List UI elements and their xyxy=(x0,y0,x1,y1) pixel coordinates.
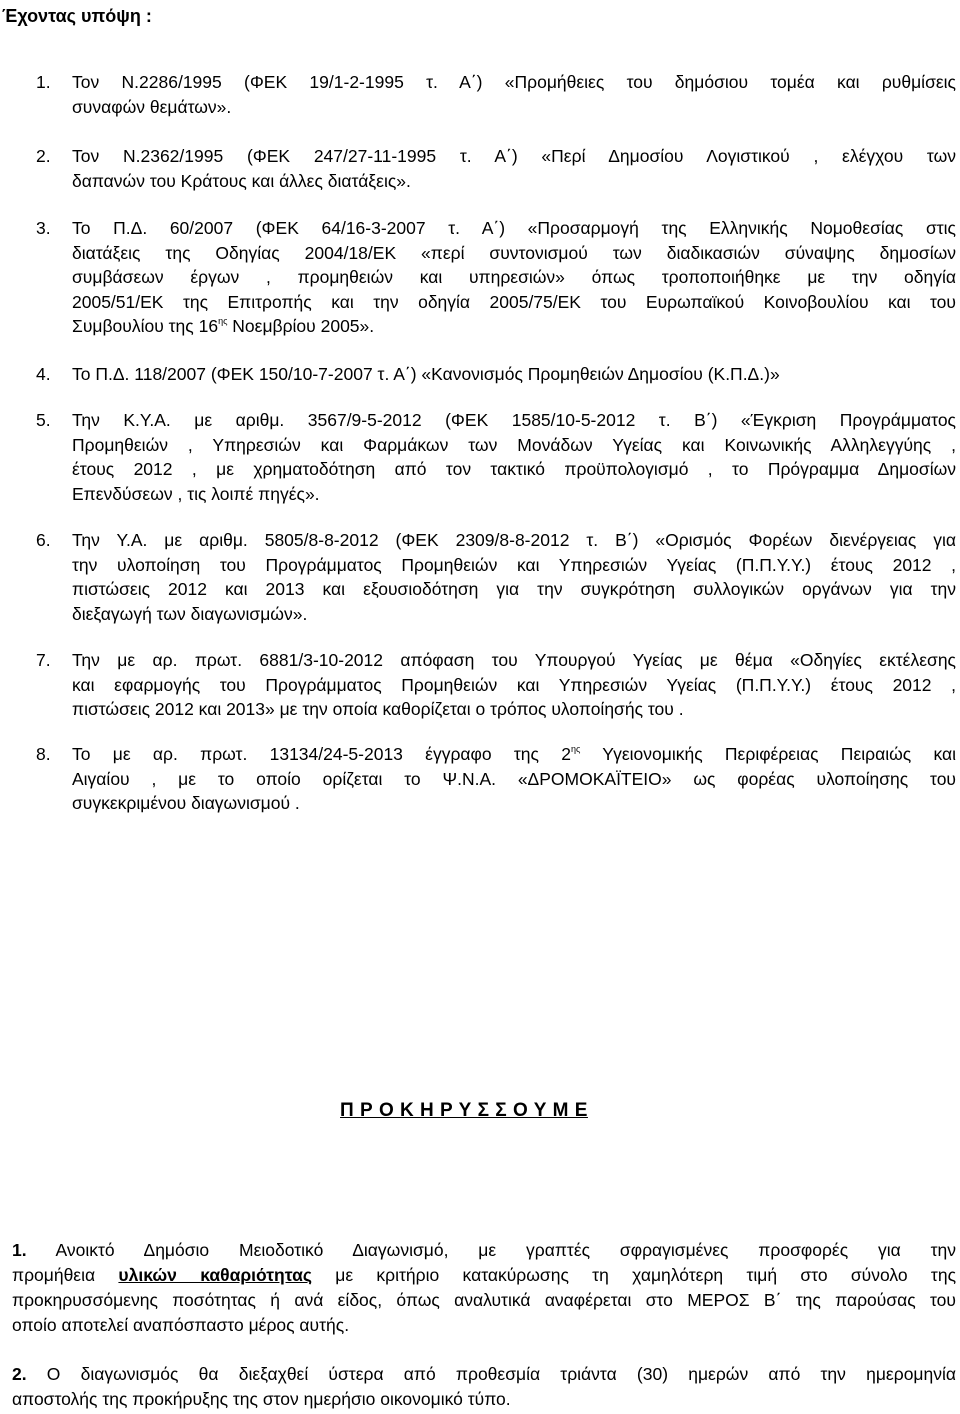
item-line: 2005/51/ΕΚ της Επιτροπής και την οδηγία 2005/75/ΕΚ του Ευρωπαϊκού Κοινοβουλίου και του xyxy=(72,291,956,312)
paragraph-line xyxy=(12,1238,956,1263)
item-text: Νοεμβρίου 2005». xyxy=(227,316,375,336)
ordinal-superscript: ης xyxy=(218,316,228,326)
list-item xyxy=(36,742,956,816)
item-line: διατάξεις της Οδηγίας 2004/18/ΕΚ «περί συντονισμού των διαδικασιών σύναψης δημοσίων xyxy=(72,242,956,263)
list-item xyxy=(36,144,956,193)
item-line: δαπανών του Κράτους και άλλες διατάξεις». xyxy=(72,170,411,191)
item-text: Συμβουλίου της 16 xyxy=(72,316,219,336)
paragraph-line xyxy=(12,1362,956,1387)
list-item xyxy=(36,216,956,339)
item-number: 4. xyxy=(36,364,51,384)
emphasized-text: υλικών καθαριότητας xyxy=(118,1265,312,1285)
item-number: 2. xyxy=(36,146,51,166)
item-number: 3. xyxy=(36,218,51,238)
item-line: Προμηθειών , Υπηρεσιών και Φαρμάκων των Μονάδων Υγείας και Κοινωνικής Αλληλεγγύης , xyxy=(72,434,956,455)
paragraph-line: προκηρυσσόμενης ποσότητας ή ανά είδος, όπως αναλυτικά αναφέρεται στο ΜΕΡΟΣ Β΄ της παρούσας του xyxy=(12,1290,956,1310)
item-line: πιστώσεις 2012 και 2013» με την οποία καθορίζεται ο τρόπος υλοποίησής του . xyxy=(72,699,684,719)
item-line: Τον Ν.2286/1995 (ΦΕΚ 19/1-2-1995 τ. Α΄) «Προμήθειες του δημόσιου τομέα και ρυθμίσεις xyxy=(72,72,956,92)
item-number: 5. xyxy=(36,410,51,430)
item-line: συναφών θεμάτων». xyxy=(72,96,232,117)
item-line: και εφαρμογής του Προγράμματος Προμηθειών και Υπηρεσιών Υγείας (Π.Π.Υ.Υ.) έτους 2012 , xyxy=(72,674,956,695)
paragraph-text: με κριτήριο κατακύρωσης τη χαμηλότερη τιμή στο σύνολο της xyxy=(311,1265,956,1285)
item-line: Το Π.Δ. 118/2007 (ΦΕΚ 150/10-7-2007 τ. Α΄) «Κανονισμός Προμηθειών Δημοσίου (Κ.Π.Δ.)» xyxy=(72,364,780,384)
list-item xyxy=(36,648,956,722)
ordinal-superscript: ης xyxy=(570,744,581,754)
item-line: Την Υ.Α. με αριθμ. 5805/8-8-2012 (ΦΕΚ 2309/8-8-2012 τ. Β΄) «Ορισμός Φορέων διενέργειας για xyxy=(72,530,956,550)
list-item xyxy=(36,528,956,626)
paragraph-number: 1. xyxy=(12,1240,27,1260)
item-line xyxy=(72,742,956,767)
section-title: Π Ρ Ο Κ Η Ρ Υ Σ Σ Ο Υ Μ Ε xyxy=(340,1100,588,1121)
item-number: 7. xyxy=(36,650,51,670)
list-item xyxy=(36,70,956,119)
item-line: συγκεκριμένου διαγωνισμού . xyxy=(72,793,300,813)
item-line: Αιγαίου , με το οποίο ορίζεται το Ψ.Ν.Α. «ΔΡΟΜΟΚΑΪΤΕΙΟ» ως φορέας υλοποίησης του xyxy=(72,768,956,789)
item-line: Τον Ν.2362/1995 (ΦΕΚ 247/27-11-1995 τ. Α΄) «Περί Δημοσίου Λογιστικού , ελέγχου των xyxy=(72,146,956,166)
item-line: πιστώσεις 2012 και 2013 και εξουσιοδότηση για την συγκρότηση συλλογικών οργάνων για την xyxy=(72,579,956,599)
paragraph-line xyxy=(12,1263,956,1288)
item-text: Υγειονομικής Περιφέρειας Πειραιώς και xyxy=(580,744,957,764)
item-line: Το Π.Δ. 60/2007 (ΦΕΚ 64/16-3-2007 τ. Α΄) «Προσαρμογή της Ελληνικής Νομοθεσίας στις xyxy=(72,218,956,238)
item-line: συμβάσεων έργων , προμηθειών και υπηρεσιών» όπως τροποποιήθηκε με την οδηγία xyxy=(72,267,956,287)
list-item xyxy=(36,408,956,506)
item-line xyxy=(72,314,956,339)
paragraph-line: οποίο αποτελεί αναπόσπαστο μέρος αυτής. xyxy=(12,1315,350,1335)
item-number: 8. xyxy=(36,744,51,764)
item-line: διεξαγωγή των διαγωνισμών». xyxy=(72,603,308,624)
paragraph-text: προμήθεια xyxy=(12,1265,119,1285)
proclamation-paragraph xyxy=(12,1238,956,1338)
item-number: 6. xyxy=(36,530,51,550)
paragraph-line: αποστολής της προκήρυξης της στον ημερήσιο οικονομικό τύπο. xyxy=(12,1389,511,1409)
item-line: την υλοποίηση του Προγράμματος Προμηθειών και Υπηρεσιών Υγείας (Π.Π.Υ.Υ.) έτους 2012 , xyxy=(72,554,956,575)
item-line: έτους 2012 , με χρηματοδότηση από τον τακτικό προϋπολογισμό , το Πρόγραμμα Δημοσίων xyxy=(72,459,956,479)
paragraph-text: Ανοικτό Δημόσιο Μειοδοτικό Διαγωνισμό, με γραπτές σφραγισμένες προσφορές για την xyxy=(26,1240,956,1260)
item-text: Το με αρ. πρωτ. 13134/24-5-2013 έγγραφο της 2 xyxy=(72,744,571,764)
list-item xyxy=(36,362,956,387)
item-line: Την με αρ. πρωτ. 6881/3-10-2012 απόφαση του Υπουργού Υγείας με θέμα «Οδηγίες εκτέλεσης xyxy=(72,650,956,670)
proclamation-paragraph xyxy=(12,1362,956,1412)
item-line: Επενδύσεων , τις λοιπέ πηγές». xyxy=(72,483,320,504)
paragraph-text: Ο διαγωνισμός θα διεξαχθεί ύστερα από προθεσμία τριάντα (30) ημερών από την ημερομηνία xyxy=(26,1364,956,1384)
paragraph-number: 2. xyxy=(12,1364,27,1384)
item-number: 1. xyxy=(36,72,51,92)
item-line: Την Κ.Υ.Α. με αριθμ. 3567/9-5-2012 (ΦΕΚ 1585/10-5-2012 τ. Β΄) «Έγκριση Προγράμματος xyxy=(72,410,956,430)
page-heading: Έχοντας υπόψη : xyxy=(2,6,152,26)
